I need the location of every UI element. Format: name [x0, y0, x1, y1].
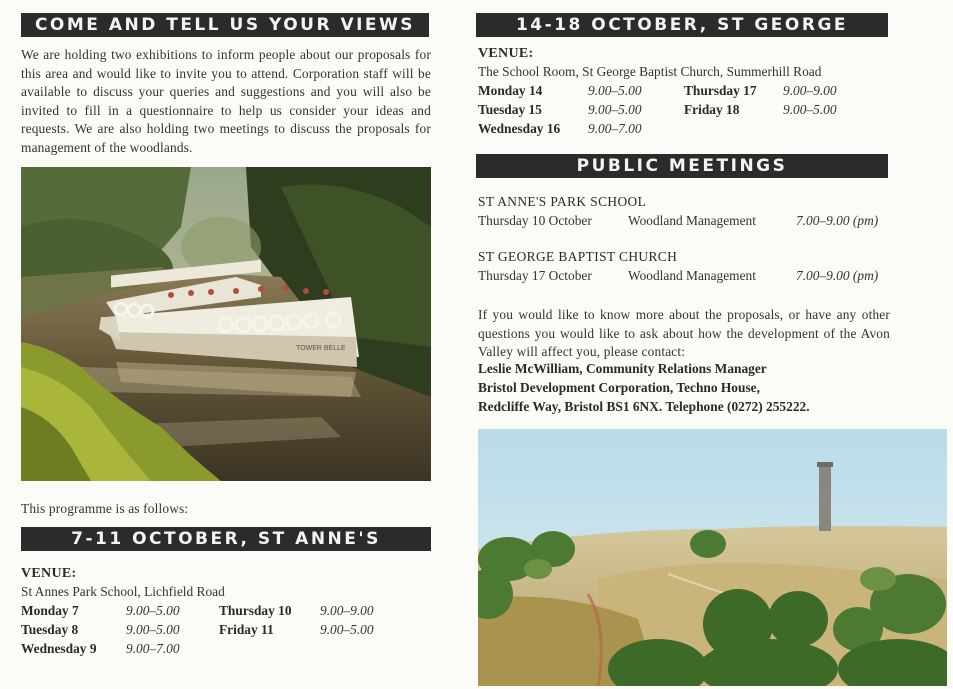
- meeting-topic: Woodland Management: [628, 268, 756, 283]
- meeting-time: 7.00–9.00 (pm): [796, 213, 879, 228]
- schedule-day: Wednesday 9: [21, 641, 97, 656]
- schedule-time: 9.00–5.00: [783, 102, 837, 117]
- meeting-date: Thursday 10 October: [478, 213, 592, 228]
- meeting-venue: ST GEORGE BAPTIST CHURCH: [478, 249, 678, 264]
- schedule-day: Monday 14: [478, 83, 543, 98]
- george-venue-label: VENUE:: [478, 46, 534, 61]
- meeting-topic: Woodland Management: [628, 213, 756, 228]
- meeting-time: 7.00–9.00 (pm): [796, 268, 879, 283]
- schedule-day: Thursday 10: [219, 603, 292, 618]
- schedule-day: Friday 18: [684, 102, 740, 117]
- schedule-day: Friday 11: [219, 622, 274, 637]
- george-schedule: [478, 83, 898, 143]
- programme-intro: This programme is as follows:: [21, 501, 189, 516]
- stannes-banner: 7-11 OCTOBER, ST ANNE'S: [21, 527, 431, 551]
- contact-address: Redcliffe Way, Bristol BS1 6NX. Telephone (0272) 255222.: [478, 399, 810, 414]
- stannes-schedule: [21, 603, 441, 663]
- schedule-day: Tuesday 8: [21, 622, 79, 637]
- meeting-date: Thursday 17 October: [478, 268, 592, 283]
- schedule-time: 9.00–7.00: [588, 121, 642, 136]
- schedule-day: Thursday 17: [684, 83, 757, 98]
- meeting-row: [478, 213, 898, 231]
- views-paragraph: We are holding two exhibitions to inform people about our proposals for this area and would like to invite you to attend. Corporation staff will be available to discuss your queries and suggestions and you will also be invited to fill in a questionnaire to help us consider your ideas and requests. We are also holding two meetings to discuss the proposals for management of the woodlands.: [21, 47, 431, 155]
- chimney: [817, 462, 833, 531]
- hillside-chimney-photo: [478, 429, 947, 686]
- schedule-time: 9.00–5.00: [320, 622, 374, 637]
- boat-name: TOWER BELLE: [296, 345, 346, 352]
- contact-organisation: Bristol Development Corporation, Techno House,: [478, 380, 760, 395]
- meeting-venue: ST ANNE'S PARK SCHOOL: [478, 194, 647, 209]
- canal-boat-photo: [21, 167, 431, 481]
- schedule-time: 9.00–5.00: [588, 83, 642, 98]
- contact-name: Leslie McWilliam, Community Relations Manager: [478, 361, 767, 376]
- schedule-time: 9.00–5.00: [126, 622, 180, 637]
- schedule-time: 9.00–9.00: [320, 603, 374, 618]
- schedule-time: 9.00–7.00: [126, 641, 180, 656]
- meeting-row: [478, 268, 898, 286]
- schedule-time: 9.00–9.00: [783, 83, 837, 98]
- george-banner: 14-18 OCTOBER, ST GEORGE: [476, 13, 888, 37]
- schedule-day: Tuesday 15: [478, 102, 542, 117]
- stannes-venue-label: VENUE:: [21, 566, 77, 581]
- schedule-day: Wednesday 16: [478, 121, 561, 136]
- contact-paragraph: If you would like to know more about the proposals, or have any other questions you would like to ask about how the development of the Avon Valley will affect you, please contact:: [478, 307, 890, 359]
- views-banner: COME AND TELL US YOUR VIEWS: [21, 13, 429, 37]
- stannes-venue-text: St Annes Park School, Lichfield Road: [21, 584, 225, 599]
- schedule-time: 9.00–5.00: [588, 102, 642, 117]
- george-venue-text: The School Room, St George Baptist Church, Summerhill Road: [478, 64, 822, 79]
- meetings-banner: PUBLIC MEETINGS: [476, 154, 888, 178]
- schedule-time: 9.00–5.00: [126, 603, 180, 618]
- schedule-day: Monday 7: [21, 603, 79, 618]
